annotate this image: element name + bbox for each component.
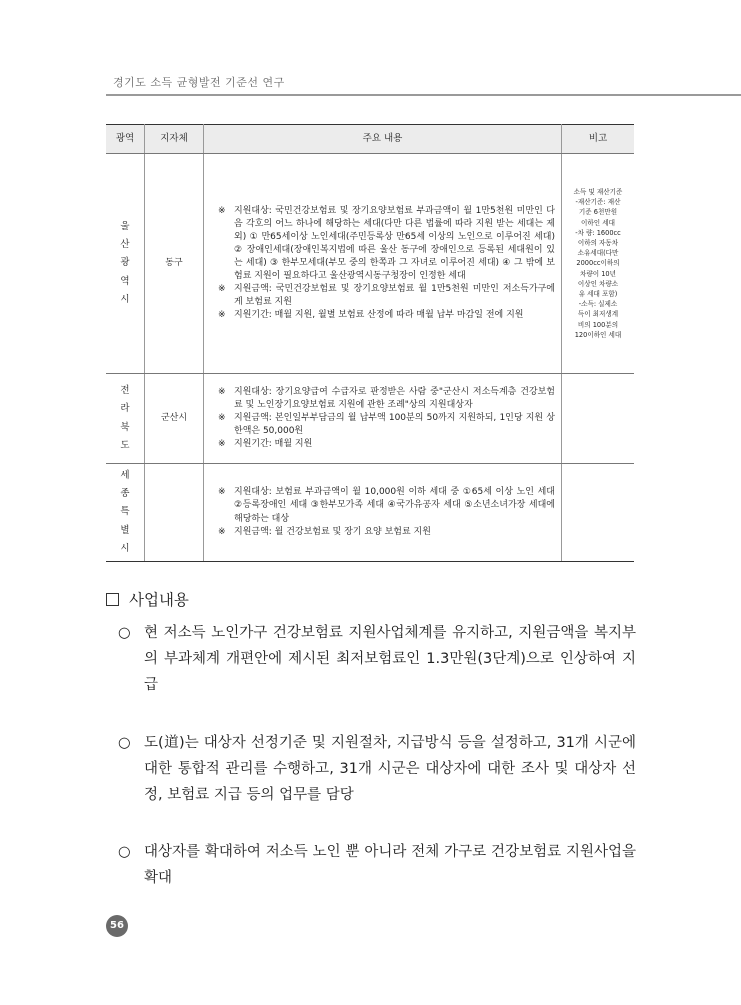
note-cell bbox=[562, 154, 635, 374]
header-local: 지자체 bbox=[145, 125, 204, 154]
note-line: 소득 및 재산기준 bbox=[573, 187, 623, 196]
list-item: ※ 지원기간: 매월 지원, 월별 보험료 산정에 따라 매월 납부 마감일 전에 지원 bbox=[218, 309, 555, 322]
circle-bullet-icon: ○ bbox=[118, 844, 131, 860]
content-list bbox=[218, 205, 555, 322]
local-cell: 군산시 bbox=[145, 374, 204, 464]
header-rule bbox=[106, 94, 741, 96]
running-header: 경기도 소득 균형발전 기준선 연구 bbox=[113, 76, 285, 89]
list-item: ※ 지원대상: 국민건강보험료 및 장기요양보험료 부과금액이 월 1만5천원 미만인 다음 각호의 어느 하나에 해당하는 세대(다만 다른 법률에 따라 지원 받는 세대는 제외) ① 만65세이상 노인세대(주민등록상 만65세 이상의 노인으로 이루어진 세대) ② 장애인세대(장애인복지법에 따른 울산 동구에 장애인으로 등록된 세대원이 있는 세대) ③ 한부모세대(부모 중의 한쪽과 그 자녀로 이루어진 세대) ④ 그 밖에 보험료 지원이 필요하다고 울산광역시동구청장이 인정한 세대 bbox=[218, 205, 555, 283]
paragraph-text: 대상자를 확대하여 저소득 노인 뿐 아니라 전체 가구로 건강보험료 지원사업을 확대 bbox=[144, 844, 636, 886]
note-line: 2000cc이하의 bbox=[576, 259, 620, 268]
table-header-row bbox=[106, 125, 634, 154]
header-note: 비고 bbox=[562, 125, 635, 154]
note-line: -차 량: 1600cc bbox=[575, 228, 621, 237]
content-list bbox=[218, 386, 555, 451]
note-line: 120이하인 세대 bbox=[574, 330, 622, 339]
paragraph bbox=[118, 839, 636, 891]
table-row bbox=[106, 154, 634, 374]
paragraph-text: 도(道)는 대상자 선정기준 및 지원절차, 지급방식 등을 설정하고, 31개 시군에 대한 통합적 관리를 수행하고, 31개 시군은 대상자에 대한 조사 및 대상자 선정, 보험료 지급 등의 업무를 담당 bbox=[144, 735, 636, 803]
circle-bullet-icon: ○ bbox=[118, 625, 131, 641]
note-line: -재산기준: 재산 bbox=[575, 198, 621, 207]
local-cell: 동구 bbox=[145, 154, 204, 374]
table-row bbox=[106, 374, 634, 464]
square-bullet-icon bbox=[106, 593, 119, 606]
note-line: -소득: 실제소 bbox=[578, 300, 618, 309]
note-line: 유 세대 포함) bbox=[578, 290, 618, 299]
paragraph bbox=[118, 730, 636, 808]
list-item: ※ 지원금액: 월 건강보험료 및 장기 요양 보험료 지원 bbox=[218, 526, 555, 539]
region-cell: 전라북도 bbox=[120, 385, 130, 451]
note-line: 소유세대(다만 bbox=[577, 249, 619, 258]
local-cell bbox=[145, 464, 204, 562]
region-cell: 울산광역시 bbox=[120, 221, 130, 305]
note-line: 이하의 자동차 bbox=[577, 238, 619, 247]
note-line: 차량이 10년 bbox=[580, 269, 616, 278]
section-heading bbox=[106, 588, 189, 610]
table-row bbox=[106, 464, 634, 562]
note-line: 비의 100분의 bbox=[577, 320, 619, 329]
list-item: ※ 지원대상: 보험료 부과금액이 월 10,000원 이하 세대 중 ①65세 이상 노인 세대 ②등록장애인 세대 ③한부모가족 세대 ④국가유공자 세대 ⑤소년소녀가장 세대에 해당하는 대상 bbox=[218, 486, 555, 525]
note-line: 이하인 세대 bbox=[581, 218, 615, 227]
paragraph-text: 현 저소득 노인가구 건강보험료 지원사업체계를 유지하고, 지원금액을 복지부의 부과체계 개편안에 제시된 최저보험료인 1.3만원(3단계)으로 인상하여 지급 bbox=[144, 625, 636, 693]
note-line: 득이 최저생계 bbox=[577, 310, 619, 319]
list-item: ※ 지원대상: 장기요양급여 수급자로 판정받은 사람 중"군산시 저소득계층 건강보험료 및 노인장기요양보험료 지원에 관한 조례"상의 지원대상자 bbox=[218, 386, 555, 412]
header-region: 광역 bbox=[106, 125, 145, 154]
section-title: 사업내용 bbox=[129, 591, 189, 609]
list-item: ※ 지원금액: 국민건강보험료 및 장기요양보험료 월 1만5천원 미만인 저소득가구에게 보험료 지원 bbox=[218, 283, 555, 309]
list-item: ※ 지원기간: 매월 지원 bbox=[218, 438, 555, 451]
note-cell bbox=[562, 464, 635, 562]
page-number: 56 bbox=[106, 915, 128, 937]
circle-bullet-icon: ○ bbox=[118, 735, 131, 751]
note-cell bbox=[562, 374, 635, 464]
support-table bbox=[106, 124, 634, 562]
region-cell: 세종특별시 bbox=[120, 470, 130, 554]
list-item: ※ 지원금액: 본인일부부담금의 월 납부액 100분의 50까지 지원하되, 1인당 지원 상한액은 50,000원 bbox=[218, 412, 555, 438]
note-line: 기준 6천만원 bbox=[578, 208, 618, 217]
content-list bbox=[218, 486, 555, 538]
header-content: 주요 내용 bbox=[204, 125, 562, 154]
note-line: 이상인 차량소 bbox=[577, 279, 619, 288]
paragraph bbox=[118, 620, 636, 698]
